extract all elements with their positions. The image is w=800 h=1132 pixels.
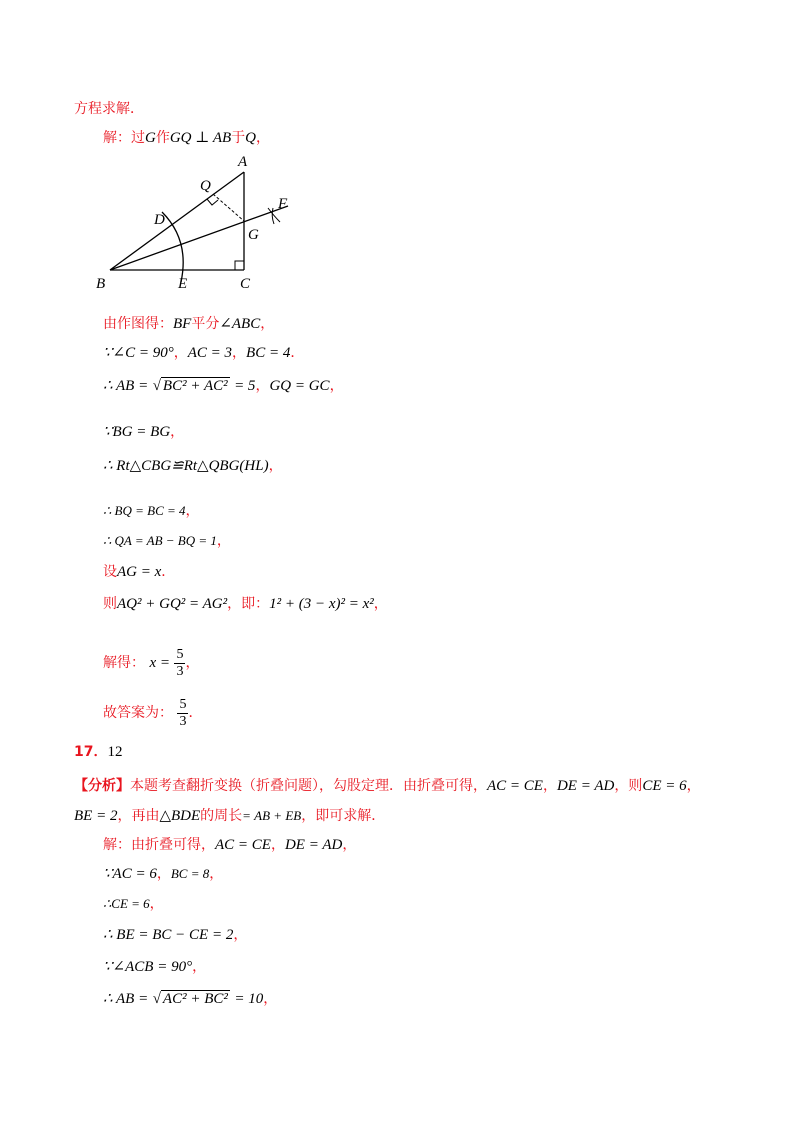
analysis2-math-2: △BDE [159, 808, 201, 824]
step-6-end: ， [185, 503, 200, 519]
step-9-text: 则 [103, 596, 117, 612]
q17-l2-math: ∴CE = 6 [103, 896, 150, 911]
step-1-end: ， [260, 316, 275, 332]
right-angle-mark-q [207, 199, 218, 205]
math-g: G [145, 130, 156, 146]
label-c: C [240, 276, 251, 292]
sqrt-symbol: √ [152, 378, 161, 394]
step-7-math: ∴ QA = AB − BQ = 1 [103, 533, 217, 548]
analysis-text: 本题考查翻折变换（折叠问题），勾股定理．由折叠可得， [130, 778, 487, 794]
step-5-end: ， [268, 458, 283, 474]
q17-l5-eq: = 10 [234, 991, 264, 1007]
step-9-text2: ，即： [227, 596, 270, 612]
analysis2-text-2: 的周长 [200, 808, 243, 824]
q17-l3-end: ， [233, 927, 248, 943]
step-4 [103, 422, 184, 442]
step-2 [103, 343, 304, 363]
step-4-end: ， [170, 424, 185, 440]
math-q: Q [245, 130, 257, 146]
intro-line [74, 99, 144, 119]
segment-ba [110, 172, 244, 270]
step-2-math-3: BC = 4 [246, 345, 291, 361]
q17-l5-end: ， [263, 991, 278, 1007]
q17-line-3 [103, 925, 247, 945]
step-5-math: ∴ Rt△CBG≌Rt△QBG(HL) [103, 458, 269, 474]
fraction-denominator: 3 [179, 713, 187, 729]
step-2-sep2: ， [232, 345, 247, 361]
step-10-text: 解得： [103, 655, 145, 671]
q17-solution [103, 835, 356, 855]
step-2-math-1: ∵∠C = 90° [103, 345, 174, 361]
step-10-end: ， [185, 655, 200, 671]
step-9 [103, 594, 388, 614]
solution-prefix: 解：过 [103, 130, 145, 146]
step-9-end: ， [373, 596, 388, 612]
analysis-sep-2: ，则 [614, 778, 643, 794]
step-7-end: ， [216, 533, 231, 549]
q17-number: 17． [74, 744, 108, 760]
analysis-math-2: DE = AD [556, 778, 615, 794]
label-b: B [96, 276, 106, 292]
step-1 [103, 314, 274, 334]
q17-l4-math: ∵∠ACB = 90° [103, 959, 193, 975]
step-10 [103, 646, 199, 680]
step-2-end: ． [290, 345, 305, 361]
q17-l2-end: ， [149, 896, 164, 912]
step-11 [103, 696, 202, 730]
step-1-math-angle: ∠ABC [219, 316, 261, 332]
bisector-bf [110, 206, 288, 270]
q17-answer: 12 [107, 744, 123, 760]
analysis-sep-3: ， [686, 778, 701, 794]
step-3-math-2: GQ = GC [269, 378, 330, 394]
step-2-math-2: AC = 3 [187, 345, 233, 361]
fraction-denominator: 3 [176, 663, 184, 679]
step-3-math: ∴ AB = [103, 378, 149, 394]
intro-text: 方程求解． [74, 101, 144, 117]
step-3-end: ， [329, 378, 344, 394]
step-1-text: 由作图得： [103, 316, 173, 332]
math-gq-perp-ab: GQ ⊥ AB [169, 130, 232, 146]
q17-l5-sqrt-content: AC² + BC² [162, 991, 228, 1007]
fraction-numerator: 5 [179, 696, 187, 712]
label-e: E [178, 276, 188, 292]
analysis-tag: 【分析】 [74, 778, 130, 794]
step-9-math: AQ² + GQ² = AG² [117, 596, 228, 612]
solution-yu: 于 [231, 130, 246, 146]
label-g: G [248, 227, 259, 243]
step-3 [103, 376, 344, 396]
solution-intro [103, 128, 270, 148]
q17-l1-math-2: BC = 8 [170, 866, 210, 881]
q17-l1-end: ， [209, 866, 224, 882]
step-5 [103, 456, 283, 476]
sqrt-symbol: √ [152, 991, 161, 1007]
fraction [177, 697, 188, 730]
step-6 [103, 501, 200, 521]
q17-analysis-1 [74, 776, 701, 796]
label-f: F [278, 196, 288, 212]
analysis-math-1: AC = CE [487, 778, 543, 794]
label-q: Q [200, 178, 211, 194]
step-11-text: 故答案为： [103, 705, 173, 721]
q17-sol-sep: ， [270, 837, 285, 853]
analysis2-text-3: ，即可求解． [301, 808, 386, 824]
label-a: A [238, 154, 248, 170]
solution-mid: 作 [155, 130, 170, 146]
q17-l1-sep: ， [156, 866, 171, 882]
step-3-sep: ， [255, 378, 270, 394]
step-6-math: ∴ BQ = BC = 4 [103, 503, 186, 518]
label-d: D [154, 212, 165, 228]
solution-end: ， [256, 130, 271, 146]
step-8-math: AG = x [117, 564, 162, 580]
analysis-sep-1: ， [542, 778, 557, 794]
step-1-math-bf: BF [173, 316, 192, 332]
q17-line-5 [103, 989, 277, 1009]
construction-arc-f2 [272, 208, 274, 224]
analysis2-text-1: ，再由 [117, 808, 160, 824]
analysis2-math-1: BE = 2 [74, 808, 118, 824]
q17-l1-math: ∵AC = 6 [103, 866, 157, 882]
q17-sol-end: ， [342, 837, 357, 853]
segment-gq-dashed [213, 194, 244, 221]
analysis2-math-3: = AB + EB [242, 808, 302, 823]
step-8 [103, 562, 175, 582]
q17-analysis-2 [74, 806, 385, 826]
step-3-eq: = 5 [234, 378, 256, 394]
step-1-text2: 平分 [191, 316, 220, 332]
q17-header [74, 742, 122, 762]
step-9-math-2: 1² + (3 − x)² = x² [269, 596, 374, 612]
q17-sol-math-2: DE = AD [284, 837, 343, 853]
fraction-numerator: 5 [176, 646, 184, 662]
q17-sol-text: 解：由折叠可得， [103, 837, 215, 853]
step-8-text: 设 [103, 564, 117, 580]
q17-line-2 [103, 894, 164, 914]
right-angle-mark [235, 261, 244, 270]
geometry-figure [90, 150, 310, 300]
step-8-end: ． [161, 564, 176, 580]
step-4-math: ∵BG = BG [103, 424, 171, 440]
analysis-math-3: CE = 6 [642, 778, 687, 794]
q17-line-4 [103, 957, 206, 977]
q17-line-1 [103, 864, 223, 884]
q17-sol-math-1: AC = CE [215, 837, 271, 853]
q17-l5-math: ∴ AB = [103, 991, 149, 1007]
step-10-lhs: x = [149, 655, 170, 671]
step-3-sqrt-content: BC² + AC² [162, 378, 228, 394]
step-7 [103, 531, 231, 551]
step-2-sep: ， [173, 345, 188, 361]
fraction [174, 647, 185, 680]
q17-l4-end: ， [192, 959, 207, 975]
step-11-end: ． [188, 705, 203, 721]
q17-l3-math: ∴ BE = BC − CE = 2 [103, 927, 234, 943]
